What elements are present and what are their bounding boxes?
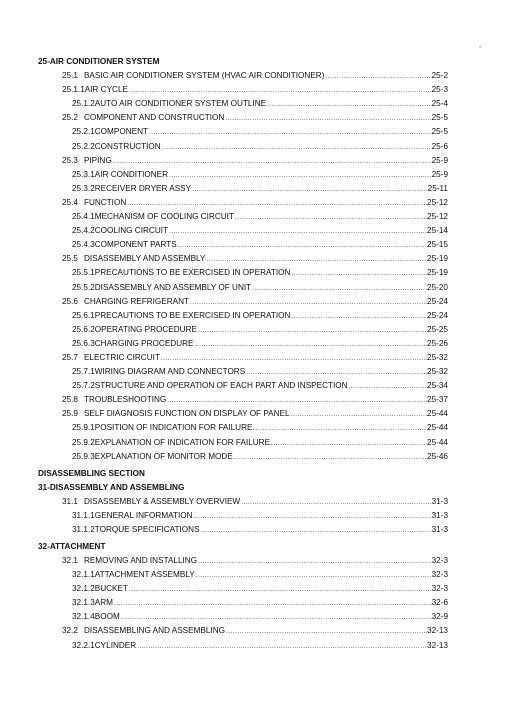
toc-entry-title: ATTACHMENT ASSEMBLY	[94, 570, 195, 580]
section-entries	[38, 71, 448, 462]
toc-entry-number: 25.4.1	[72, 212, 95, 222]
toc-entry-title: COOLING CIRCUIT	[94, 226, 169, 236]
toc-entry-page: 32-13	[427, 640, 448, 650]
toc-entry-title: AUTO AIR CONDITIONER SYSTEM OUTLINE	[94, 99, 267, 109]
dot-leader	[148, 128, 432, 138]
toc-entry[interactable]	[38, 226, 448, 236]
toc-entry-number: 25.9.3	[72, 451, 95, 461]
dot-leader	[251, 284, 427, 294]
toc-entry-title: RECEIVER DRYER ASSY	[94, 183, 192, 193]
toc-entry-number: 32.1.4	[72, 612, 95, 622]
toc-entry-number: 25.7.1	[72, 367, 95, 377]
dot-leader	[189, 298, 427, 308]
dot-leader	[224, 114, 431, 124]
dot-leader	[272, 439, 427, 449]
toc-entry-page: 25-9	[431, 169, 448, 179]
section-gap	[38, 462, 448, 469]
dot-leader	[234, 213, 427, 223]
toc-entry[interactable]	[38, 556, 448, 566]
toc-entry-page: 25-5	[431, 113, 448, 123]
toc-entry[interactable]	[38, 156, 448, 166]
toc-entry-number: 32.1.2	[72, 584, 95, 594]
corner-mark: -	[479, 44, 482, 51]
toc-entry[interactable]	[38, 381, 448, 391]
toc-entry[interactable]	[38, 353, 448, 363]
toc-entry-page: 25-37	[427, 395, 448, 405]
toc-entry-page: 32-3	[431, 556, 448, 565]
toc-entry-number: 25.2.1	[72, 127, 95, 137]
toc-entry-title: ARM	[94, 598, 113, 608]
dot-leader	[290, 269, 427, 279]
toc-entry-page: 25-44	[427, 409, 448, 419]
toc-entry-title: DISASSEMBLING AND ASSEMBLING	[83, 626, 225, 636]
toc-entry-title: DISASSEMBLY & ASSEMBLY OVERVIEW	[83, 496, 241, 506]
toc-entry-title: COMPONENT PARTS	[94, 240, 177, 250]
toc-entry-number: 25.3	[62, 155, 78, 165]
dot-leader	[120, 613, 432, 623]
toc-entry[interactable]	[38, 212, 448, 222]
toc-entry-page: 32-3	[431, 570, 448, 580]
dot-leader	[290, 410, 427, 420]
toc-entry-title: ELECTRIC CIRCUIT	[83, 352, 160, 362]
toc-entry[interactable]	[38, 325, 448, 335]
dot-leader	[136, 642, 427, 652]
toc-entry-title: STRUCTURE AND OPERATION OF EACH PART AND INSPECTION	[94, 381, 348, 391]
toc-entry-number: 25.4	[62, 197, 78, 207]
dot-leader	[205, 255, 427, 265]
toc-entry-title: TROUBLESHOOTING	[83, 395, 167, 405]
toc-entry-title: FUNCTION	[83, 197, 127, 207]
toc-entry-title: PRECAUTIONS TO BE EXERCISED IN OPERATION	[94, 310, 291, 320]
toc-entry[interactable]	[38, 184, 448, 194]
dot-leader	[197, 326, 427, 336]
toc-entry-number: 32.2.1	[72, 640, 95, 650]
toc-entry-title: BUCKET	[94, 584, 128, 594]
dot-leader	[233, 453, 427, 463]
toc-entry[interactable]	[38, 268, 448, 278]
dot-leader	[168, 227, 427, 237]
toc-entry-title: REMOVING AND INSTALLING	[83, 556, 198, 565]
toc-entry-number: 32.1.1	[72, 570, 95, 580]
toc-entry-page: 25-34	[427, 381, 448, 391]
toc-entry-number: 25.1.2	[72, 99, 95, 109]
toc-entry[interactable]	[38, 142, 448, 152]
toc-entry-number: 25.4.2	[72, 226, 95, 236]
toc-entry-page: 25-44	[427, 423, 448, 433]
toc-entry-title: EXPLANATION OF MONITOR MODE	[94, 451, 233, 461]
toc-entry[interactable]	[38, 626, 448, 636]
toc-entry[interactable]	[38, 113, 448, 123]
toc-entry-number: 25.3.1	[72, 169, 95, 179]
toc-entry[interactable]	[38, 71, 448, 81]
toc-entry-page: 32-13	[427, 626, 448, 636]
toc-entry-number: 25.7.2	[72, 381, 95, 391]
dot-leader	[225, 627, 427, 637]
toc-entry-page: 25-44	[427, 437, 448, 447]
dot-leader	[245, 368, 427, 378]
toc-entry-number: 25.6.1	[72, 310, 95, 320]
toc-entry[interactable]	[38, 297, 448, 307]
toc-entry-title: AIR CONDITIONER	[94, 169, 169, 179]
dot-leader	[177, 241, 427, 251]
section-gap	[38, 535, 448, 542]
toc-entry-title: PRECAUTIONS TO BE EXERCISED IN OPERATION	[94, 268, 291, 278]
toc-entry-page: 25-26	[427, 338, 448, 348]
toc-entry[interactable]	[38, 170, 448, 180]
toc-entry-page: 32-3	[431, 584, 448, 594]
toc-entry-title: WIRING DIAGRAM AND CONNECTORS	[94, 367, 246, 377]
toc-entry-title: DISASSEMBLY AND ASSEMBLY OF UNIT	[94, 282, 252, 292]
dot-leader	[348, 382, 427, 392]
toc-entry[interactable]	[38, 438, 448, 448]
toc-entry-page: 25-15	[427, 240, 448, 250]
dot-leader	[200, 526, 432, 536]
toc-entry-title: PIPING	[83, 155, 112, 165]
toc-entry-number: 25.9.2	[72, 437, 95, 447]
toc-entry-page: 25-6	[431, 141, 448, 151]
toc-entry-number: 25.7	[62, 352, 78, 362]
dot-leader	[191, 185, 428, 195]
dot-leader	[128, 585, 432, 595]
toc-entry-number: 32.1	[62, 556, 78, 565]
toc-entry-page: 25-24	[427, 296, 448, 306]
toc-entry-page: 25-19	[427, 268, 448, 278]
toc-entry-page: 25-12	[427, 197, 448, 207]
section-heading: 25-AIR CONDITIONER SYSTEM	[38, 57, 160, 66]
dot-leader	[197, 557, 432, 567]
dot-leader	[166, 396, 427, 406]
toc-entry-title: BOOM	[94, 612, 120, 622]
table-of-contents	[38, 57, 448, 651]
toc-entry-title: CHARGING PROCEDURE	[94, 338, 194, 348]
dot-leader	[128, 86, 432, 96]
section-heading: 31-DISASSEMBLY AND ASSEMBLING	[38, 482, 185, 492]
toc-entry-number: 32.2	[62, 626, 78, 636]
toc-entry[interactable]	[38, 339, 448, 349]
toc-entry-page: 32-9	[431, 612, 448, 622]
toc-entry[interactable]	[38, 612, 448, 622]
toc-entry-number: 25.6.3	[72, 338, 95, 348]
dot-leader	[160, 354, 427, 364]
toc-entry-number: 25.5.1	[72, 268, 95, 278]
toc-entry[interactable]	[38, 641, 448, 651]
section-entries	[38, 497, 448, 535]
toc-entry[interactable]	[38, 525, 448, 535]
toc-entry-title: GENERAL INFORMATION	[94, 510, 193, 520]
section-entries	[38, 556, 448, 651]
toc-entry-page: 25-14	[427, 226, 448, 236]
toc-entry-page: 25-32	[427, 367, 448, 377]
toc-entry-number: 25.2	[62, 113, 78, 123]
toc-entry-page: 25-2	[431, 71, 448, 81]
toc-entry-page: 25-5	[431, 127, 448, 137]
toc-entry-number: 25.1	[62, 71, 78, 81]
toc-entry[interactable]	[38, 254, 448, 264]
toc-entry-page: 31-3	[431, 524, 448, 534]
toc-entry-page: 25-4	[431, 99, 448, 109]
toc-entry-number: 25.3.2	[72, 183, 95, 193]
dot-leader	[324, 72, 431, 82]
toc-entry-number: 31.1	[62, 496, 78, 506]
toc-entry[interactable]	[38, 99, 448, 109]
dot-leader	[193, 512, 432, 522]
toc-entry-page: 25-19	[427, 254, 448, 264]
dot-leader	[255, 424, 427, 434]
dot-leader	[113, 599, 432, 609]
toc-entry-page: 25-12	[427, 212, 448, 222]
toc-entry[interactable]	[38, 367, 448, 377]
toc-entry-title: COMPONENT AND CONSTRUCTION	[83, 113, 225, 123]
dot-leader	[161, 143, 432, 153]
toc-entry-title: OPERATING PROCEDURE	[94, 324, 197, 334]
toc-entry-number: 25.5.2	[72, 282, 95, 292]
toc-entry-page: 25-46	[427, 451, 448, 461]
toc-entry-title: TORQUE SPECIFICATIONS	[94, 524, 200, 534]
toc-entry-page: 31-3	[431, 510, 448, 520]
toc-entry[interactable]	[38, 598, 448, 608]
toc-entry-title: MECHANISM OF COOLING CIRCUIT	[94, 212, 234, 222]
toc-entry-page: 25-24	[427, 310, 448, 320]
dot-leader	[195, 571, 432, 581]
toc-entry[interactable]	[38, 497, 448, 507]
toc-entry-page: 25-25	[427, 324, 448, 334]
toc-entry-page: 25-9	[431, 155, 448, 165]
toc-entry-title: COMPONENT	[94, 127, 148, 137]
dot-leader	[112, 157, 432, 167]
toc-entry[interactable]	[38, 395, 448, 405]
toc-entry-number: 25.9	[62, 409, 78, 419]
toc-entry-page: 25-3	[431, 85, 448, 95]
dot-leader	[290, 312, 427, 322]
toc-entry-title: POSITION OF INDICATION FOR FAILURE.	[94, 423, 255, 433]
toc-entry-title: CHARGING REFRIGERANT	[83, 296, 190, 306]
toc-entry[interactable]	[38, 85, 448, 95]
toc-entry-number: 25.9.1	[72, 423, 95, 433]
section-heading: DISASSEMBLING SECTION	[38, 468, 145, 478]
toc-entry-number: 31.1.1	[72, 510, 95, 520]
toc-entry-title: CYLINDER	[94, 640, 137, 650]
toc-entry-number: 25.2.2	[72, 141, 95, 151]
toc-entry[interactable]	[38, 198, 448, 208]
toc-entry[interactable]	[38, 584, 448, 594]
toc-entry-title: BASIC AIR CONDITIONER SYSTEM (HVAC AIR CONDITIONER)	[83, 71, 325, 81]
toc-entry[interactable]	[38, 511, 448, 521]
dot-leader	[266, 100, 431, 110]
section-heading: 32-ATTACHMENT	[38, 541, 106, 551]
toc-entry-number: 25.6	[62, 296, 78, 306]
toc-entry-page: 32-6	[431, 598, 448, 608]
toc-entry-page: 25-32	[427, 352, 448, 362]
toc-entry-title: 25.1.1AIR CYCLE	[62, 85, 128, 95]
toc-entry-title: CONSTRUCTION	[94, 141, 161, 151]
toc-entry-number: 32.1.3	[72, 598, 95, 608]
toc-entry-title: SELF DIAGNOSIS FUNCTION ON DISPLAY OF PANEL	[83, 409, 290, 419]
toc-entry[interactable]	[38, 127, 448, 137]
toc-entry-number: 25.4.3	[72, 240, 95, 250]
toc-entry-number: 25.5	[62, 254, 78, 264]
dot-leader	[240, 498, 431, 508]
toc-entry[interactable]	[38, 423, 448, 433]
toc-entry-title: DISASSEMBLY AND ASSEMBLY	[83, 254, 206, 264]
toc-entry[interactable]	[38, 409, 448, 419]
toc-entry-title: EXPLANATION OF INDICATION FOR FAILURE.	[94, 437, 273, 447]
toc-entry[interactable]	[38, 311, 448, 321]
toc-entry-page: 25-20	[427, 282, 448, 292]
dot-leader	[126, 199, 427, 209]
dot-leader	[168, 171, 432, 181]
toc-entry[interactable]	[38, 240, 448, 250]
toc-entry[interactable]	[38, 283, 448, 293]
dot-leader	[193, 340, 427, 350]
toc-entry-page: 31-3	[431, 496, 448, 506]
toc-entry-number: 25.6.2	[72, 324, 95, 334]
toc-entry-page: 25-11	[427, 183, 448, 193]
toc-entry[interactable]	[38, 452, 448, 462]
toc-entry[interactable]	[38, 570, 448, 580]
toc-entry-number: 31.1.2	[72, 524, 95, 534]
toc-entry-number: 25.8	[62, 395, 78, 405]
